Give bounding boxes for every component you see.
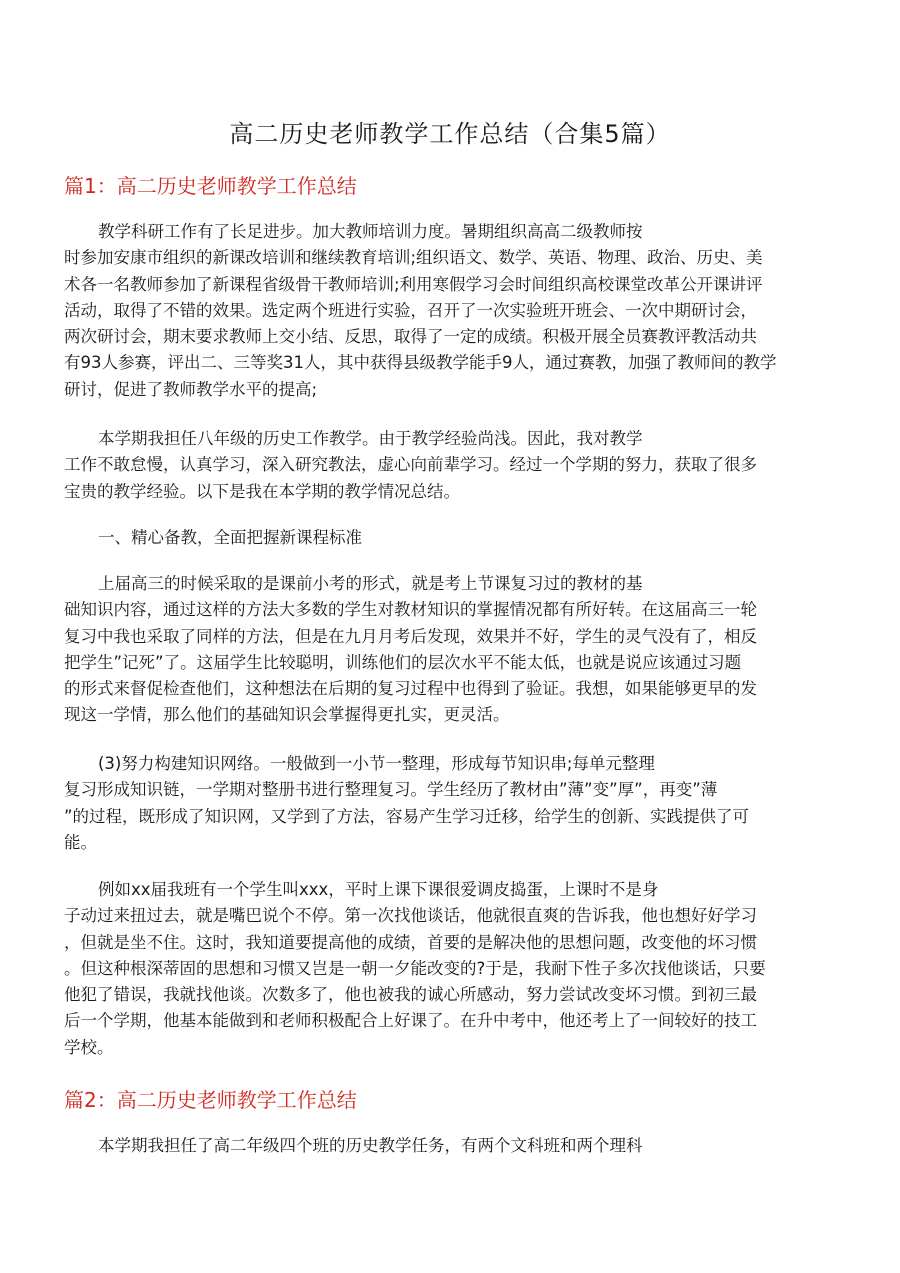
text-line: 工作不敢怠慢，认真学习，深入研究教法，虚心向前辈学习。经过一个学期的努力，获取了很多 xyxy=(64,455,757,475)
text-line: 把学生”记死”了。这届学生比较聪明，训练他们的层次水平不能太低，也就是说应该通过习题 xyxy=(64,652,742,672)
text-line: 两次研讨会，期末要求教师上交小结、反思，取得了一定的成绩。积极开展全员赛教评教活动共 xyxy=(64,327,757,347)
text-line: 后一个学期，他基本能做到和老师积极配合上好课了。在升中考中，他还考上了一间较好的技工 xyxy=(64,1011,757,1031)
text-line: 时参加安康市组织的新课改培训和继续教育培训;组织语文、数学、英语、物理、政治、历史、美 xyxy=(64,248,763,268)
paragraph-4 xyxy=(64,571,846,729)
section-heading-2: 篇2：高二历史老师教学工作总结 xyxy=(64,1088,357,1112)
text-line: 宝贵的教学经验。以下是我在本学期的教学情况总结。 xyxy=(64,481,460,501)
text-line: (3)努力构建知识网络。一般做到一小节一整理，形成每节知识串;每单元整理 xyxy=(98,754,655,773)
text-line: 教学科研工作有了长足进步。加大教师培训力度。暑期组织高高二级教师按 xyxy=(98,222,643,241)
text-line: 本学期我担任八年级的历史工作教学。由于教学经验尚浅。因此，我对教学 xyxy=(98,429,643,448)
paragraph-5 xyxy=(64,751,846,856)
text-line: 子动过来扭过去，就是嘴巴说个不停。第一次找他谈话，他就很直爽的告诉我，他也想好好学习 xyxy=(64,906,757,926)
text-line: 学校。 xyxy=(64,1037,114,1057)
text-line: 现这一学情，那么他们的基础知识会掌握得更扎实，更灵活。 xyxy=(64,705,510,725)
paragraph-6 xyxy=(64,877,846,1061)
text-line: 。但这种根深蒂固的思想和习惯又岂是一朝一夕能改变的?于是，我耐下性子多次找他谈话，只要 xyxy=(64,958,766,978)
document-title: 高二历史老师教学工作总结（合集5篇） xyxy=(229,120,671,148)
text-line: ”的过程，既形成了知识网，又学到了方法，容易产生学习迁移，给学生的创新、实践提供了可 xyxy=(64,806,750,826)
text-line: 复习形成知识链，一学期对整册书进行整理复习。学生经历了教材由”薄”变”厚”，再变”薄 xyxy=(64,780,718,800)
text-line: 术各一名教师参加了新课程省级骨干教师培训;利用寒假学习会时间组织高校课堂改革公开课讲评 xyxy=(64,274,763,294)
paragraph-3 xyxy=(64,525,846,551)
text-line: 能。 xyxy=(64,832,97,852)
paragraph-1 xyxy=(64,219,846,403)
text-line: 例如xx届我班有一个学生叫xxx，平时上课下课很爱调皮捣蛋，上课时不是身 xyxy=(98,880,659,899)
text-line: 础知识内容，通过这样的方法大多数的学生对教材知识的掌握情况都有所好转。在这届高三一轮 xyxy=(64,600,757,620)
text-line: 一、精心备教，全面把握新课程标准 xyxy=(98,528,362,547)
text-line: 研讨，促进了教师教学水平的提高; xyxy=(64,379,318,399)
text-line: 活动，取得了不错的效果。选定两个班进行实验，召开了一次实验班开班会、一次中期研讨会， xyxy=(64,300,757,320)
paragraph-7 xyxy=(64,1133,846,1159)
section-heading-1: 篇1：高二历史老师教学工作总结 xyxy=(64,174,357,198)
text-line: 他犯了错误，我就找他谈。次数多了，他也被我的诚心所感动，努力尝试改变坏习惯。到初三最 xyxy=(64,985,757,1005)
text-line: 上届高三的时候采取的是课前小考的形式，就是考上节课复习过的教材的基 xyxy=(98,574,643,593)
text-line: 本学期我担任了高二年级四个班的历史教学任务，有两个文科班和两个理科 xyxy=(98,1136,643,1155)
paragraph-2 xyxy=(64,426,846,505)
text-line: 有93人参赛，评出二、三等奖31人，其中获得县级教学能手9人，通过赛教，加强了教师间的教学 xyxy=(64,353,777,373)
text-line: ，但就是坐不住。这时，我知道要提高他的成绩，首要的是解决他的思想问题，改变他的坏习惯 xyxy=(64,932,757,952)
text-line: 复习中我也采取了同样的方法，但是在九月月考后发现，效果并不好，学生的灵气没有了，相反 xyxy=(64,626,757,646)
text-line: 的形式来督促检查他们，这种想法在后期的复习过程中也得到了验证。我想，如果能够更早的发 xyxy=(64,679,757,699)
